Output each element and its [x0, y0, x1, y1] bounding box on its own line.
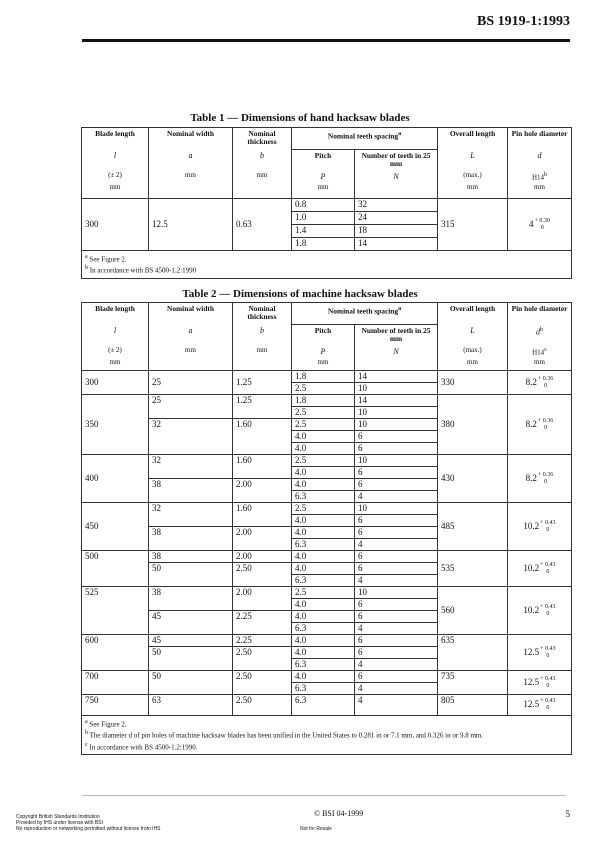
table1 [81, 127, 572, 279]
sym-L: L [438, 150, 508, 171]
sym-l: l [82, 150, 149, 171]
t1-thickness: 0.63 [233, 199, 292, 251]
t1-teeth: 24 [355, 212, 438, 225]
unit-mm: mm [508, 358, 572, 371]
t1-teeth: 18 [355, 225, 438, 238]
document-id: BS 1919-1:1993 [477, 14, 570, 29]
unit-mm: mm [82, 358, 149, 371]
hdr-teeth-spacing: Nominal teeth spacing$^a$ [292, 128, 438, 150]
unit-mm: mm [292, 183, 355, 199]
header-rule [82, 39, 570, 42]
t1-width: 12.5 [149, 199, 233, 251]
t1-pitch: 1.0 [292, 212, 355, 225]
hdr-pitch: Pitch [292, 325, 355, 346]
sym-N: N [355, 346, 438, 358]
sym-P: P [292, 171, 355, 183]
sym-d: $d^b$ [508, 325, 572, 346]
footer-rule [82, 795, 566, 796]
unit-mm: mm [233, 171, 292, 183]
sym-b: b [233, 150, 292, 171]
table1-title: Table 1 — Dimensions of hand hacksaw blades [190, 112, 410, 124]
table2: Blade length Nominal width Nominal thickness Nominal teeth spacing$^a$ Overall length Pin hole diameter l a b Pitch Number of teeth in 25 mm L $d^b$ (± 2) mm mm P N (max.) H14$^c$ mm mm mm mm 300 25 1.25 1.8 14 330 8.2+ 0.36 0 2.5 10 350 25 1.25 1.8 14 380 8.2+ 0.36 0 2.5 10 32 1.60 2.5 10 4.0 6 4.0 6 400 32 1.60 2.5 10 430 8.2+ 0.36 0 4.0 6 38 2.00 4.0 6 6.3 4 450 32 1.60 2.5 10 485 10.2+ 0.43 0 4.0 6 38 2.00 4.0 6 6.3 4 500 38 2.00 4.0 6 535 10.2+ 0.43 0 50 2.50 4.0 6 6.3 4 525 38 2.00 2.5 10 560 10.2+ 0.43 0 4.0 6 45 2.25 4.0 6 6.3 4 600 45 2.25 4.0 6 635 12.5+ 0.43 0 50 2.50 4.0 6 6.3 4 700 50 2.50 4.0 6 735 12.5+ 0.43 0 6.3 4 750 63 2.50 6.3 4 805 12.5+ 0.43 0 $^a$ See Figure 2. $^b$ The diameter d of pin holes of machine hacksaw blades has been unified in the United States to 0.281 in or 7.1 mm, and 0.326 in or 9.8 mm. $^c$ In accordance with BS 4500-1.2:1990. [81, 302, 572, 755]
unit-max: (max.) [438, 346, 508, 358]
hdr-number-of-teeth: Number of teeth in 25 mm [355, 150, 438, 171]
t1-teeth: 14 [355, 238, 438, 251]
unit-h14: H14$^c$ [508, 346, 572, 358]
table1-notes: $^a$ See Figure 2. $^b$ In accordance with BS 4500-1.2:1990 [82, 251, 572, 279]
hdr-pin-hole: Pin hole diameter [508, 128, 572, 150]
hdr-pitch: Pitch [292, 150, 355, 171]
unit-mm: mm [508, 183, 572, 199]
sym-N: N [355, 171, 438, 183]
sym-d: d [508, 150, 572, 171]
unit-mm: mm [149, 346, 233, 358]
t1-pin-hole: 4+ 0.30 0 [508, 199, 572, 251]
hdr-overall-length: Overall length [438, 303, 508, 325]
unit-h14: H14$^b$ [508, 171, 572, 183]
hdr-number-of-teeth: Number of teeth in 25 mm [355, 325, 438, 346]
sym-L: L [438, 325, 508, 346]
table2-title: Table 2 — Dimensions of machine hacksaw blades [182, 288, 418, 300]
table2-notes: $^a$ See Figure 2. $^b$ The diameter d of pin holes of machine hacksaw blades has been unified in the United States to 0.281 in or 7.1 mm, and 0.326 in or 9.8 mm. $^c$ In accordance with BS 4500-1.2:1990. [82, 716, 572, 755]
hdr-nominal-thickness: Nominal thickness [233, 303, 292, 325]
bsi-date: © BSI 04-1999 [314, 809, 364, 818]
t1-overall-length: 315 [438, 199, 508, 251]
unit-mm: mm [233, 346, 292, 358]
unit-mm: mm [149, 171, 233, 183]
sym-P: P [292, 346, 355, 358]
hdr-overall-length: Overall length [438, 128, 508, 150]
unit-mm: mm [438, 358, 508, 371]
t1-pitch: 1.4 [292, 225, 355, 238]
t1-blade-length: 300 [82, 199, 149, 251]
unit-max: (max.) [438, 171, 508, 183]
t1-pitch: 0.8 [292, 199, 355, 212]
t1-pitch: 1.8 [292, 238, 355, 251]
sym-a: a [149, 150, 233, 171]
unit-mm: mm [438, 183, 508, 199]
hdr-blade-length: Blade length [82, 128, 149, 150]
hdr-nominal-width: Nominal width [149, 303, 233, 325]
hdr-nominal-width: Nominal width [149, 128, 233, 150]
unit-pm2: (± 2) [82, 346, 149, 358]
unit-mm: mm [82, 183, 149, 199]
sym-l: l [82, 325, 149, 346]
hdr-nominal-thickness: Nominal thickness [233, 128, 292, 150]
page-number: 5 [565, 809, 570, 819]
copyright-notice: Copyright British Standards Institution Provided by IHS under license with BSI No reproduction or networking permitted without license from IHS [16, 814, 161, 832]
sym-b: b [233, 325, 292, 346]
hdr-blade-length: Blade length [82, 303, 149, 325]
t1-teeth: 32 [355, 199, 438, 212]
sym-a: a [149, 325, 233, 346]
unit-mm: mm [292, 358, 355, 371]
unit-pm2: (± 2) [82, 171, 149, 183]
hdr-pin-hole: Pin hole diameter [508, 303, 572, 325]
hdr-teeth-spacing: Nominal teeth spacing$^a$ [292, 303, 438, 325]
not-for-resale: Not for Resale [300, 826, 332, 832]
